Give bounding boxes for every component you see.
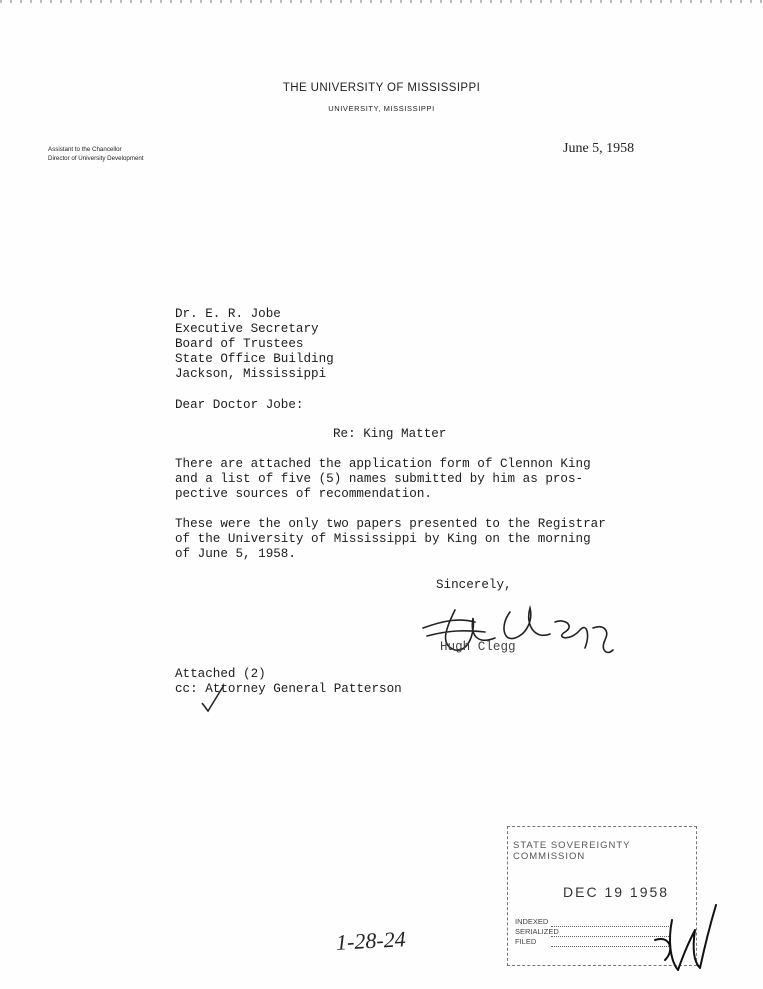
scan-edge [0,0,763,3]
stamp-title: STATE SOVEREIGNTY COMMISSION [513,840,631,862]
paragraph-2-line-2: of the University of Mississippi by King on the morning [175,532,591,546]
letter-date: June 5, 1958 [563,141,635,156]
subject-line: Re: King Matter [333,427,447,441]
paragraph-2-line-1: These were the only two papers presented to the Registrar [175,517,606,531]
closing: Sincerely, [436,578,512,592]
handwritten-file-number: 1-28-24 [335,926,407,955]
letterhead-institution: THE UNIVERSITY OF MISSISSIPPI [282,82,481,94]
recipient-name: Dr. E. R. Jobe [175,307,281,321]
recipient-building: State Office Building [175,352,334,366]
cc-line: cc: Attorney General Patterson [175,682,402,696]
signer-name: Hugh Clegg [440,640,516,654]
check-mark-icon [198,683,228,713]
stamp-date: DEC 19 1958 [563,884,670,900]
letterhead-location: UNIVERSITY, MISSISSIPPI [328,104,435,113]
recipient-title: Executive Secretary [175,322,319,336]
handwritten-initials [650,900,720,975]
paragraph-1-line-2: and a list of five (5) names submitted by him as pros- [175,472,584,486]
stamp-indexed: INDEXED [515,917,549,926]
paragraph-2-line-3: of June 5, 1958. [175,547,296,561]
recipient-org: Board of Trustees [175,337,304,351]
attachments-note: Attached (2) [175,667,266,681]
stamp-filed: FILED [515,937,537,946]
salutation: Dear Doctor Jobe: [175,398,304,412]
paragraph-1-line-3: pective sources of recommendation. [175,487,432,501]
recipient-city: Jackson, Mississippi [175,367,327,381]
sender-title-1: Assistant to the Chancellor [48,146,122,153]
sender-title-2: Director of University Development [48,155,144,162]
stamp-serialized: SERIALIZED [515,927,559,936]
paragraph-1-line-1: There are attached the application form of Clennon King [175,457,591,471]
